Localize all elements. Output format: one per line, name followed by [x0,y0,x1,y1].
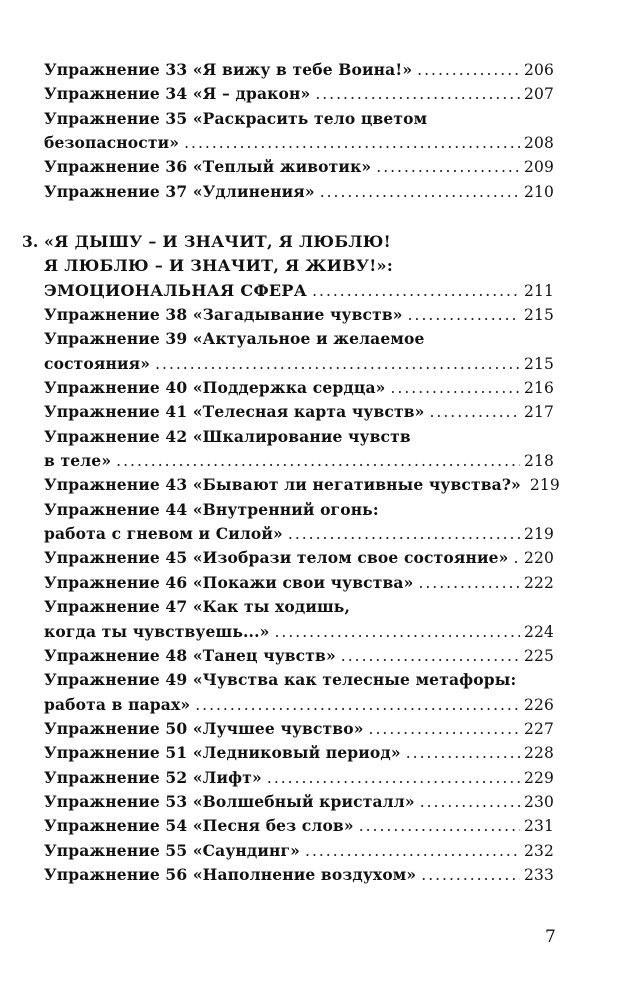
toc-entry [44,814,554,838]
toc-entry [44,473,560,497]
section-heading-line-1 [22,230,554,254]
section-heading-line-3 [44,279,554,303]
dot-leader [274,620,519,644]
toc-entry [44,546,554,570]
toc-entry [44,790,554,814]
toc-entry [44,131,554,155]
toc-entry [44,180,554,204]
toc-entry-page-number: 232 [523,841,554,860]
toc-entry [44,449,554,473]
toc-entry-page-number: 210 [523,182,554,201]
toc-entry [44,376,554,400]
toc-entry-title: Упражнение 41 «Телесная карта чувств» [44,402,425,422]
dot-leader [359,814,520,838]
dot-leader [420,790,520,814]
toc-entry-title: Упражнение 53 «Волшебный кристалл» [44,791,415,811]
dot-leader [408,303,520,327]
toc-entry [44,58,554,82]
toc-entry [44,107,554,131]
dot-leader [305,839,520,863]
toc-entry-page-number: 224 [523,622,554,641]
toc-entry-page-number: 228 [523,744,554,763]
toc-entry-title: Упражнение 36 «Теплый животик» [44,157,372,177]
toc-entry [44,717,554,741]
toc-entry-title: Упражнение 55 «Саундинг» [44,840,301,860]
dot-leader [421,863,520,887]
toc-entry-title: безопасности» [44,133,180,153]
section-title-line-1: «Я ДЫШУ – И ЗНАЧИТ, Я ЛЮБЛЮ! [44,232,391,251]
toc-entry-title: Упражнение 35 «Раскрасить тело цветом [44,108,428,128]
toc-entry-title: Упражнение 44 «Внутренний огонь: [44,499,379,519]
toc-entry-page-number: 216 [523,379,554,398]
toc-entry-page-number: 219 [529,476,560,495]
toc-entry [44,498,554,522]
toc-entry-title: в теле» [44,451,112,471]
toc-entry-title: Упражнение 56 «Наполнение воздухом» [44,864,417,884]
toc-entry-title: Упражнение 40 «Поддержка сердца» [44,378,386,398]
dot-leader [155,352,520,376]
toc-entry-title: Упражнение 38 «Загадывание чувств» [44,305,403,325]
toc-entry-title: Упражнение 33 «Я вижу в тебе Воина!» [44,60,413,79]
toc-entry [44,644,554,668]
toc-entry [44,620,554,644]
toc-entry [44,693,554,717]
toc-entry-title: Упражнение 51 «Ледниковый период» [44,743,401,763]
toc-entry-page-number: 206 [523,61,554,79]
toc-entry-page-number: 222 [523,573,554,592]
dot-leader [195,693,520,717]
toc-entry [44,741,554,765]
toc-entry-title: Упражнение 34 «Я – дракон» [44,84,311,104]
toc-entry-page-number: 220 [523,549,554,568]
toc-entry [44,352,554,376]
toc-entry-page-number: 209 [523,158,554,177]
toc-entry-page-number: 230 [523,792,554,811]
toc-entry [44,839,554,863]
toc-entry-title: Упражнение 37 «Удлинения» [44,181,315,201]
toc-entry-title: Упражнение 46 «Покажи свои чувства» [44,572,414,592]
toc-entry-title: Упражнение 47 «Как ты ходишь, [44,597,351,617]
toc-section-3 [22,230,560,887]
toc-entry-title: работа в парах» [44,694,191,714]
toc-entry-title: Упражнение 45 «Изобрази телом свое состояние» [44,548,509,568]
section-page-number: 211 [523,281,554,300]
section-title-line-2: Я ЛЮБЛЮ – И ЗНАЧИТ, Я ЖИВУ!»: [44,256,394,276]
toc-entry [44,303,554,327]
toc-entry [44,668,554,692]
toc-entry-title: Упражнение 42 «Шкалирование чувств [44,426,411,446]
toc-entry-page-number: 215 [523,354,554,373]
toc-entry-title: когда ты чувствуешь...» [44,621,270,641]
toc-entry [44,327,554,351]
toc-entry-title: Упражнение 52 «Лифт» [44,767,262,787]
toc-entry [44,571,554,595]
toc-entry-page-number: 227 [523,719,554,738]
toc-entry-page-number: 217 [523,403,554,422]
toc-entry-page-number: 218 [523,452,554,471]
toc-entry-page-number: 225 [523,646,554,665]
toc-entry [44,522,554,546]
toc-entry-page-number: 219 [523,525,554,544]
toc-entry-title: работа с гневом и Силой» [44,524,283,544]
toc-list-exercises-33-37 [44,58,554,204]
dot-leader [406,741,520,765]
dot-leader [369,717,520,741]
dot-leader [391,376,520,400]
toc-entry-title: Упражнение 54 «Песня без слов» [44,816,354,836]
dot-leader [288,522,520,546]
toc-entry-page-number: 208 [523,134,554,153]
section-number: 3. [22,232,39,251]
toc-entry-title: Упражнение 39 «Актуальное и желаемое [44,329,425,349]
dot-leader [429,400,519,424]
toc-list-exercises-38-56 [44,303,560,887]
dot-leader [376,155,520,179]
toc-entry [44,595,554,619]
section-heading-line-2 [44,254,554,278]
toc-entry-page-number: 231 [523,817,554,836]
toc-entry-page-number: 215 [523,306,554,325]
toc-entry-title: Упражнение 43 «Бывают ли негативные чувства?» [44,475,521,495]
toc-entry-title: Упражнение 50 «Лучшее чувство» [44,718,364,738]
toc-entry-page-number: 226 [523,695,554,714]
toc-entry [44,82,554,106]
dot-leader [513,546,520,570]
dot-leader [116,449,520,473]
toc-entry-page-number: 229 [523,768,554,787]
dot-leader [341,644,520,668]
toc-entry [44,425,554,449]
toc-entry-page-number: 233 [523,865,554,884]
toc-entry-title: Упражнение 48 «Танец чувств» [44,645,336,665]
dot-leader [312,279,520,303]
toc-entry [44,155,554,179]
dot-leader [267,766,520,790]
dot-leader [184,131,520,155]
toc-entry [44,863,554,887]
toc-entry-title: состояния» [44,353,151,373]
section-title-line-3: ЭМОЦИОНАЛЬНАЯ СФЕРА [44,280,308,300]
dot-leader [320,180,520,204]
toc-entry-page-number: 207 [523,85,554,104]
page-number: 7 [545,927,556,947]
dot-leader [417,58,520,82]
toc-entry-title: Упражнение 49 «Чувства как телесные метафоры: [44,670,517,690]
toc-entry [44,766,554,790]
dot-leader [418,571,520,595]
dot-leader [315,82,520,106]
toc-entry [44,400,554,424]
